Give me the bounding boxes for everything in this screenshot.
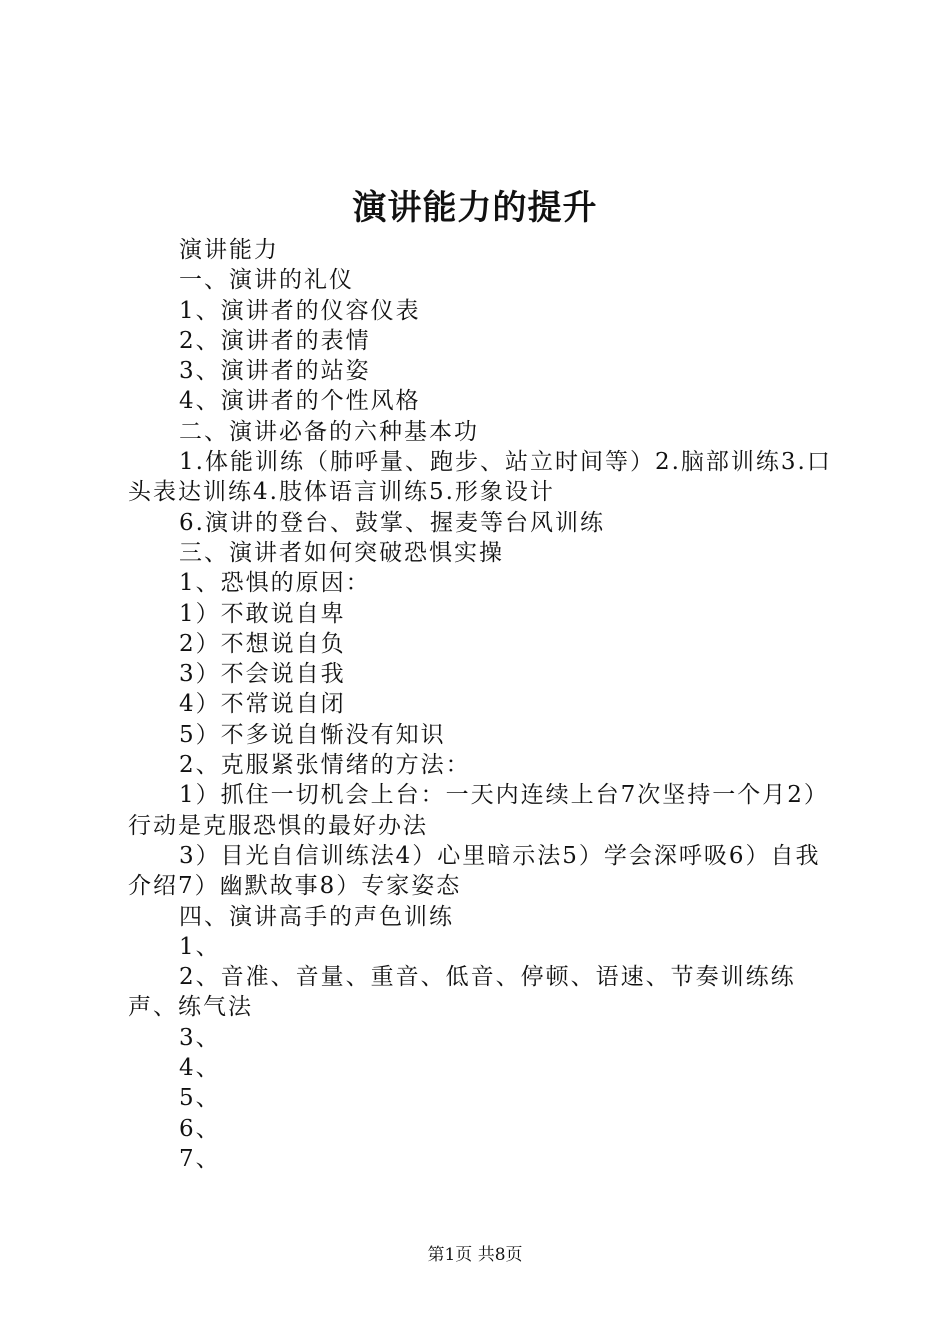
paragraph: 5、 (179, 1085, 221, 1112)
paragraph: 1）抓住一切机会上台：一天内连续上台7次坚持一个月2）行动是克服恐惧的最好办法 (128, 782, 829, 839)
paragraph: 3、 (179, 1024, 221, 1051)
paragraph: 3）目光自信训练法4）心里暗示法5）学会深呼吸6）自我介绍7）幽默故事8）专家姿态 (128, 842, 821, 900)
paragraph: 3、演讲者的站姿 (179, 358, 371, 385)
paragraph: 3）不会说自我 (179, 661, 346, 688)
document-title: 演讲能力的提升 (352, 188, 598, 228)
paragraph: 三、演讲者如何突破恐惧实操 (179, 539, 504, 566)
paragraph: 1.体能训练（肺呼量、跑步、站立时间等）2.脑部训练3.口头表达训练4.肢体语言训练5.形象设计 (128, 449, 832, 506)
paragraph: 2、克服紧张情绪的方法： (179, 752, 471, 779)
paragraph: 4）不常说自闭 (179, 691, 346, 718)
paragraph: 1、 (179, 933, 221, 960)
paragraph: 一、演讲的礼仪 (179, 267, 354, 294)
paragraph: 2、演讲者的表情 (179, 327, 371, 354)
paragraph: 5）不多说自惭没有知识 (179, 721, 446, 748)
paragraph: 1、恐惧的原因： (179, 570, 371, 597)
paragraph: 演讲能力 (179, 237, 279, 263)
paragraph: 二、演讲必备的六种基本功 (179, 418, 479, 445)
paragraph: 1）不敢说自卑 (179, 600, 346, 627)
paragraph: 四、演讲高手的声色训练 (179, 903, 454, 930)
paragraph: 4、演讲者的个性风格 (179, 388, 421, 415)
page-footer: 第1页 共8页 (427, 1245, 523, 1265)
document-body (128, 235, 840, 1174)
paragraph: 7、 (179, 1145, 221, 1172)
paragraph: 6.演讲的登台、鼓掌、握麦等台风训练 (179, 509, 605, 536)
paragraph: 1、演讲者的仪容仪表 (179, 297, 421, 324)
paragraph: 6、 (179, 1115, 221, 1142)
paragraph: 2、音准、音量、重音、低音、停顿、语速、节奏训练练声、练气法 (128, 964, 796, 1021)
paragraph: 4、 (179, 1055, 221, 1082)
paragraph: 2）不想说自负 (179, 630, 346, 657)
